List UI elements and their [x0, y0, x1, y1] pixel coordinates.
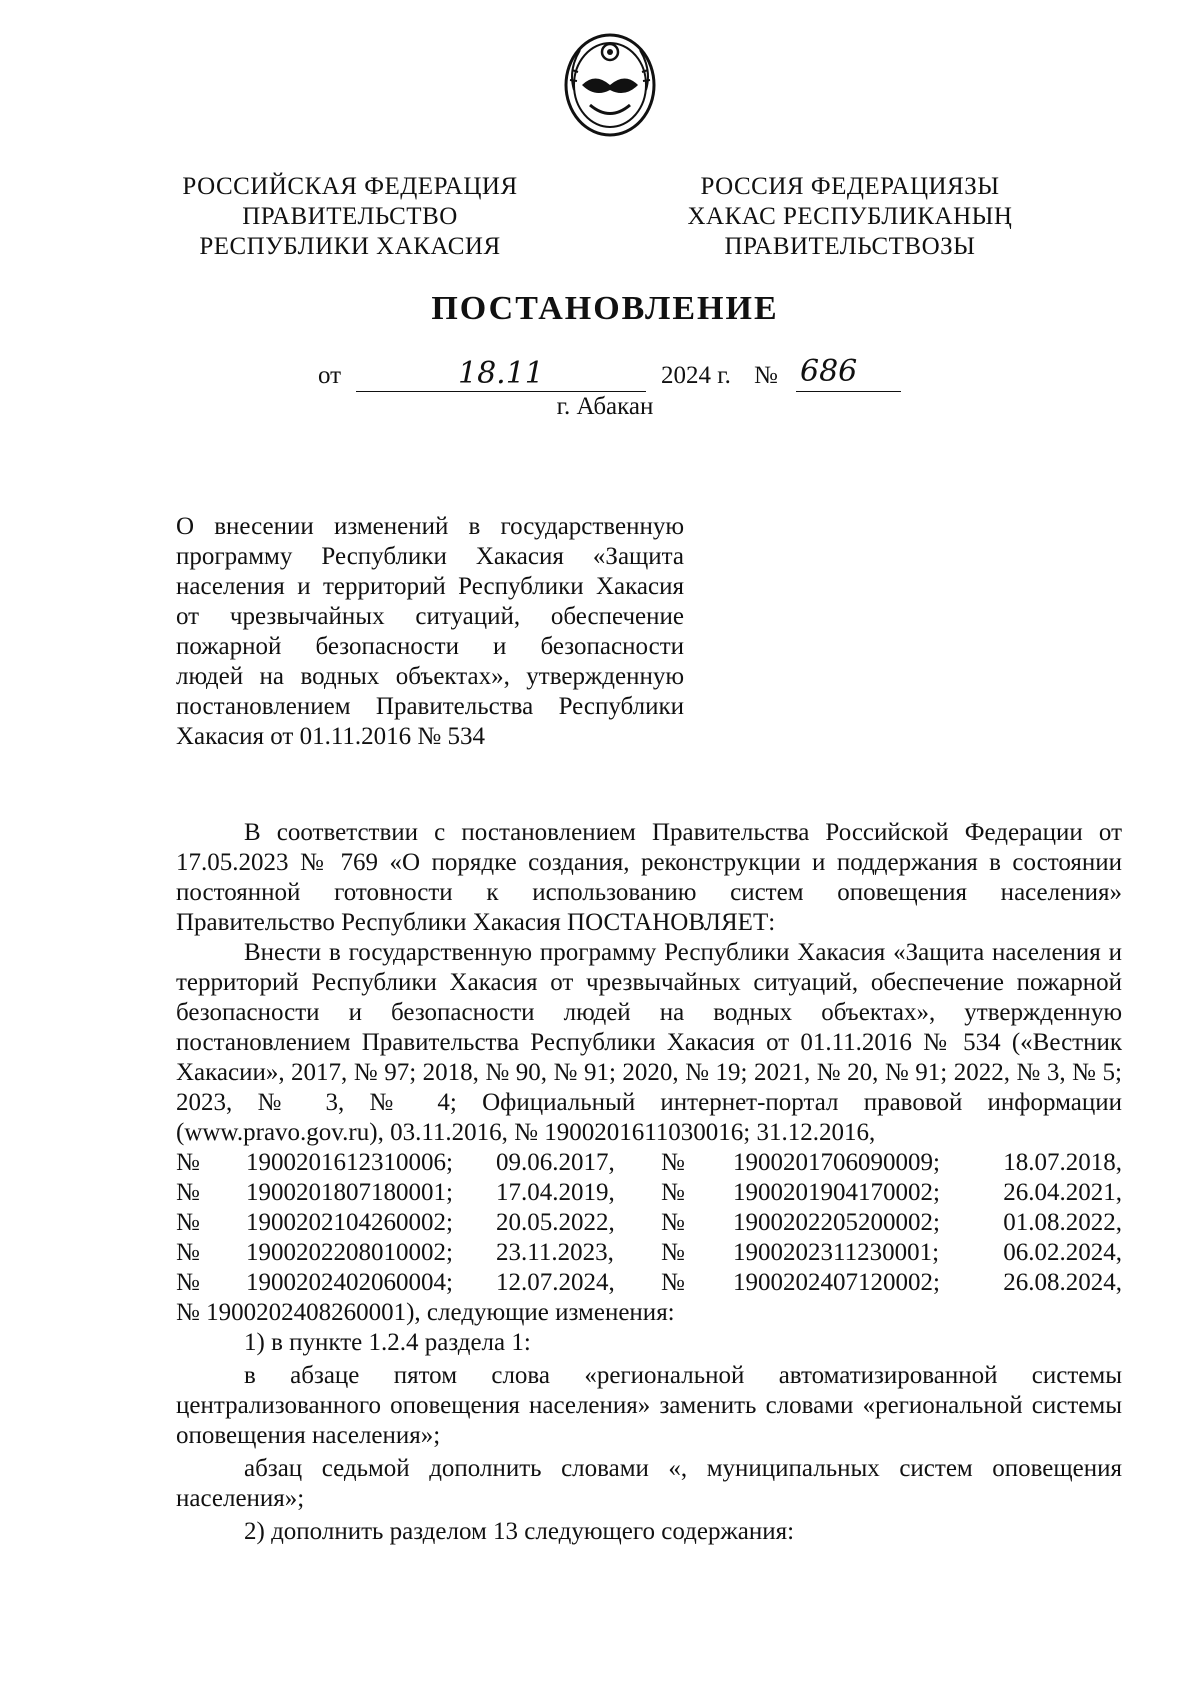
- registry-number-sign: №: [176, 1269, 200, 1296]
- body-paragraph: 1) в пункте 1.2.4 раздела 1:: [244, 1329, 531, 1356]
- registry-number-sign: №: [661, 1149, 685, 1176]
- registry-row: [176, 1268, 1122, 1298]
- subject-line: Хакасия от 01.11.2016 № 534: [176, 723, 486, 750]
- year-label: 2024 г.: [661, 362, 731, 389]
- header-right-line: ПРАВИТЕЛЬСТВОЗЫ: [724, 233, 976, 260]
- registry-numbers-table: [176, 1148, 1122, 1298]
- registry-number-sign: №: [176, 1149, 200, 1176]
- handwritten-number: 686: [800, 354, 858, 389]
- header-right-line: РОССИЯ ФЕДЕРАЦИЯЗЫ: [700, 173, 1000, 200]
- header-right-line: ХАКАС РЕСПУБЛИКАНЫҢ: [687, 203, 1013, 230]
- registry-number: 1900202208010002;: [246, 1239, 453, 1266]
- date-number-line: [318, 354, 918, 394]
- registry-date: 12.07.2024,: [496, 1269, 615, 1296]
- registry-date: 17.04.2019,: [496, 1179, 615, 1206]
- subject-line: постановлением Правительства Республики: [176, 693, 684, 720]
- date-label: от: [318, 362, 342, 389]
- subject-line: людей на водных объектах», утвержденную: [176, 663, 684, 690]
- subject-line: населения и территорий Республики Хакасия: [176, 573, 684, 600]
- registry-number-sign: №: [661, 1269, 685, 1296]
- header-left-line: РОССИЙСКАЯ ФЕДЕРАЦИЯ: [182, 173, 518, 200]
- khakassia-emblem-icon: [560, 30, 660, 140]
- registry-row: [176, 1148, 1122, 1178]
- registry-number: 1900202407120002;: [733, 1269, 940, 1296]
- body-paragraph: в абзаце пятом слова «региональной автоматизированной системы централизованного оповещения населения» заменить словами «региональной системы оповещения населения»;: [176, 1362, 1122, 1449]
- registry-number: 1900201807180001;: [246, 1179, 453, 1206]
- date-underline: [356, 391, 646, 392]
- subject-line: программу Республики Хакасия «Защита: [176, 543, 684, 570]
- registry-number: 1900202104260002;: [246, 1209, 453, 1236]
- registry-row: [176, 1238, 1122, 1268]
- registry-date: 26.08.2024,: [1003, 1269, 1122, 1296]
- registry-date: 23.11.2023,: [496, 1239, 614, 1266]
- registry-number-sign: №: [176, 1209, 200, 1236]
- body-paragraph: № 1900202408260001), следующие изменения:: [176, 1299, 675, 1326]
- header-left-line: РЕСПУБЛИКИ ХАКАСИЯ: [199, 233, 501, 260]
- subject-line: пожарной безопасности и безопасности: [176, 633, 684, 660]
- registry-date: 18.07.2018,: [1003, 1149, 1122, 1176]
- body-paragraph: 2) дополнить разделом 13 следующего содержания:: [244, 1518, 795, 1545]
- registry-date: 01.08.2022,: [1003, 1209, 1122, 1236]
- body-paragraph: абзац седьмой дополнить словами «, муниципальных систем оповещения населения»;: [176, 1455, 1122, 1512]
- registry-number: 1900201612310006;: [246, 1149, 453, 1176]
- registry-date: 06.02.2024,: [1003, 1239, 1122, 1266]
- document-title: ПОСТАНОВЛЕНИЕ: [431, 290, 779, 327]
- registry-row: [176, 1178, 1122, 1208]
- registry-number-sign: №: [176, 1239, 200, 1266]
- registry-date: 26.04.2021,: [1003, 1179, 1122, 1206]
- registry-number-sign: №: [661, 1179, 685, 1206]
- registry-number-sign: №: [661, 1209, 685, 1236]
- registry-number-sign: №: [176, 1179, 200, 1206]
- document-body: [176, 818, 1122, 1547]
- registry-number: 1900201904170002;: [733, 1179, 940, 1206]
- body-paragraph: Внести в государственную программу Республики Хакасия «Защита населения и территорий Республики Хакасия от чрезвычайных ситуаций, обеспечение пожарной безопасности и безопасности людей на водных объектах», утвержденную постановлением Правительства Республики Хакасия от 01.11.2016 № 534 («Вестник Хакасии», 2017, № 97; 2018, № 90, № 91; 2020, № 19; 2021, № 20, № 91; 2022, № 3, № 5; 2023, № 3, № 4; Официальный интернет-портал правовой информации (www.pravo.gov.ru), 03.11.2016, № 1900201611030016; 31.12.2016,: [176, 939, 1122, 1146]
- registry-number: 1900202311230001;: [733, 1239, 940, 1266]
- subject-line: О внесении изменений в государственную: [176, 513, 684, 540]
- handwritten-date: 18.11: [458, 356, 544, 391]
- header-left-line: ПРАВИТЕЛЬСТВО: [242, 203, 458, 230]
- number-label: №: [754, 362, 778, 389]
- registry-date: 20.05.2022,: [496, 1209, 615, 1236]
- body-paragraph: В соответствии с постановлением Правительства Российской Федерации от 17.05.2023 № 769 «О порядке создания, реконструкции и поддержания в состоянии постоянной готовности к использованию систем оповещения населения» Правительство Республики Хакасия ПОСТАНОВЛЯЕТ:: [176, 819, 1122, 936]
- subject-block: [176, 512, 684, 752]
- registry-number: 1900202402060004;: [246, 1269, 453, 1296]
- registry-date: 09.06.2017,: [496, 1149, 615, 1176]
- city-label: г. Абакан: [556, 393, 654, 420]
- header-right: [660, 172, 1040, 262]
- number-underline: [796, 391, 901, 392]
- registry-number-sign: №: [661, 1239, 685, 1266]
- subject-line: от чрезвычайных ситуаций, обеспечение: [176, 603, 684, 630]
- registry-number: 1900201706090009;: [733, 1149, 940, 1176]
- registry-number: 1900202205200002;: [733, 1209, 940, 1236]
- header-left: [160, 172, 540, 262]
- registry-row: [176, 1208, 1122, 1238]
